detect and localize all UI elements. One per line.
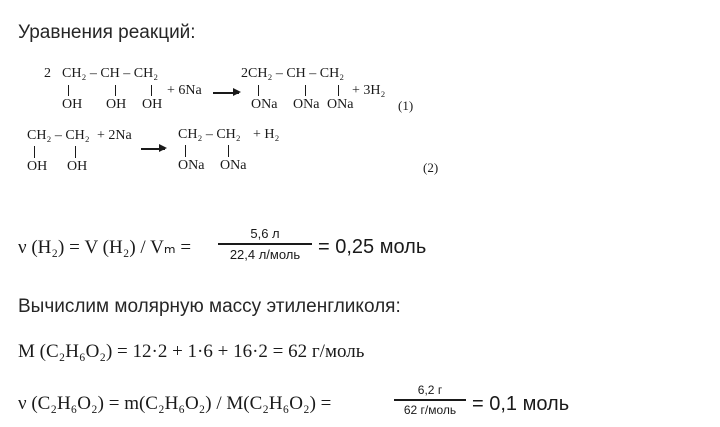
equation-h2-lhs: ν (H₂) = V (H₂) / Vₘ = bbox=[18, 237, 192, 258]
reaction1-oh-2: OH bbox=[106, 97, 127, 112]
reaction1-product-bond-1 bbox=[258, 85, 259, 96]
reaction2-arrow-icon bbox=[141, 148, 165, 150]
reaction1-product-bond-3 bbox=[338, 85, 339, 96]
equation-h2-numerator: 5,6 л bbox=[250, 226, 280, 241]
equation-molar-mass: M (C₂H₆O₂) = 12·2 + 1·6 + 16·2 = 62 г/моль bbox=[18, 341, 365, 362]
reaction2-reactant-chain: CH₂ – CH₂ bbox=[27, 128, 90, 143]
reaction1-ona-2: ONa bbox=[293, 97, 320, 112]
equation-h2-result: = 0,25 моль bbox=[318, 236, 427, 258]
reaction2-ona-2: ONa bbox=[220, 158, 247, 173]
equation-glycol-numerator: 6,2 г bbox=[417, 383, 443, 397]
reaction2-reagent: + 2Na bbox=[97, 128, 132, 143]
reaction1-ona-1: ONa bbox=[251, 97, 278, 112]
reaction1-product-bond-2 bbox=[305, 85, 306, 96]
equation-glycol-fraction bbox=[394, 383, 466, 417]
reaction1-bond-2 bbox=[115, 85, 116, 96]
reaction1-bond-1 bbox=[68, 85, 69, 96]
heading-reactions: Уравнения реакций: bbox=[18, 22, 196, 43]
reaction1-reactant-chain: CH₂ – CH – CH₂ bbox=[62, 66, 159, 81]
reaction2-product-chain: CH₂ – CH₂ bbox=[178, 127, 241, 142]
fraction-bar bbox=[218, 243, 312, 245]
equation-glycol-result: = 0,1 моль bbox=[472, 393, 570, 415]
reaction2-oh-1: OH bbox=[27, 159, 48, 174]
equation-glycol-denominator: 62 г/моль bbox=[403, 402, 457, 417]
reaction1-ona-3: ONa bbox=[327, 97, 354, 112]
reaction1-oh-1: OH bbox=[62, 97, 83, 112]
reaction2-bond-2 bbox=[75, 146, 76, 158]
reaction2-ona-1: ONa bbox=[178, 158, 205, 173]
reaction2-oh-2: OH bbox=[67, 159, 88, 174]
fraction-bar bbox=[394, 399, 466, 401]
reaction1-oh-3: OH bbox=[142, 97, 163, 112]
equation-glycol-lhs: ν (C₂H₆O₂) = m(C₂H₆O₂) / M(C₂H₆O₂) = bbox=[18, 393, 332, 414]
reaction1-coefficient: 2 bbox=[44, 66, 51, 81]
reaction2-byproduct: + H₂ bbox=[253, 127, 280, 142]
equation-h2-denominator: 22,4 л/моль bbox=[229, 246, 301, 262]
reaction2-number: (2) bbox=[423, 160, 439, 175]
reaction2-bond-1 bbox=[34, 146, 35, 158]
reaction1-arrow-icon bbox=[213, 92, 239, 94]
reaction1-reagent: + 6Na bbox=[167, 83, 202, 98]
equation-h2-fraction bbox=[218, 226, 312, 262]
reaction2-product-bond-1 bbox=[185, 145, 186, 157]
reaction1-bond-3 bbox=[151, 85, 152, 96]
reaction1-number: (1) bbox=[398, 98, 414, 113]
reaction1-product-chain: 2CH₂ – CH – CH₂ bbox=[241, 66, 345, 81]
heading-molar-mass: Вычислим молярную массу этиленгликоля: bbox=[18, 296, 401, 317]
reaction1-byproduct: + 3H₂ bbox=[352, 83, 386, 98]
reaction2-product-bond-2 bbox=[228, 145, 229, 157]
